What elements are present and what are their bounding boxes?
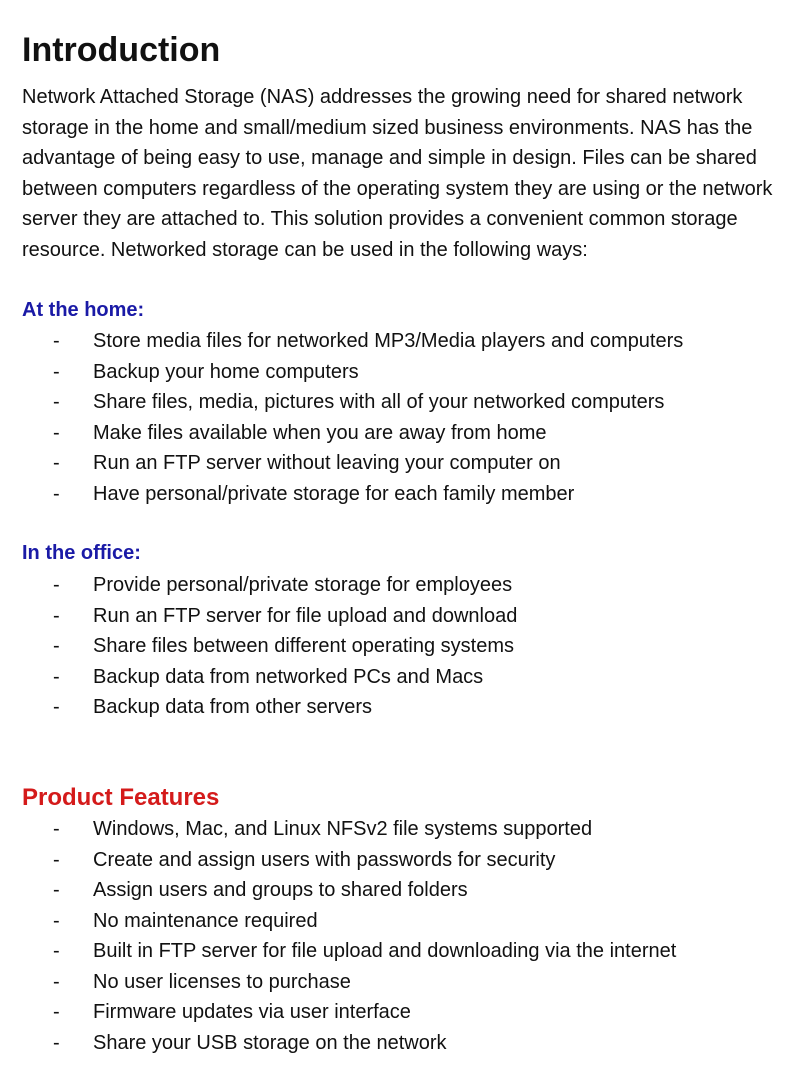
list-item-text: Share your USB storage on the network — [93, 1031, 447, 1054]
list-item-text: No maintenance required — [93, 909, 318, 932]
intro-paragraph — [22, 82, 797, 266]
list-item-text: No user licenses to purchase — [93, 970, 351, 993]
list-item-text: Store media files for networked MP3/Media players and computers — [93, 330, 684, 352]
dash-marker: - — [53, 421, 60, 444]
intro-line: advantage of being easy to use, manage and simple in design. Files can be shared — [22, 147, 757, 170]
dash-marker: - — [53, 696, 60, 718]
list-item-text: Share files, media, pictures with all of your networked computers — [93, 391, 665, 413]
dash-marker: - — [53, 1001, 60, 1023]
list-item-text: Have personal/private storage for each family member — [93, 482, 575, 505]
page-title: Introduction — [22, 31, 221, 69]
list-item-text: Backup your home computers — [93, 360, 359, 383]
intro-line: server they are attached to. This solution provides a convenient common storage — [22, 208, 738, 231]
list-item-text: Provide personal/private storage for employees — [93, 574, 513, 596]
list-item-text: Backup data from other servers — [93, 696, 373, 718]
dash-marker: - — [53, 818, 60, 840]
dash-marker: - — [53, 330, 60, 352]
list-item-text: Firmware updates via user interface — [93, 1001, 411, 1023]
list-item-text: Windows, Mac, and Linux NFSv2 file systems supported — [93, 818, 593, 840]
features-heading: Product Features — [22, 784, 220, 811]
dash-marker: - — [53, 879, 60, 901]
list-item-text: Share files between different operating systems — [93, 635, 514, 657]
dash-marker: - — [53, 665, 60, 688]
dash-marker: - — [53, 635, 60, 657]
dash-marker: - — [53, 574, 60, 596]
dash-marker: - — [53, 940, 60, 962]
dash-marker: - — [53, 1031, 60, 1054]
list-item-text: Make files available when you are away from home — [93, 421, 547, 444]
intro-line: Network Attached Storage (NAS) addresses the growing need for shared network — [22, 86, 743, 108]
list-item-text: Built in FTP server for file upload and downloading via the internet — [93, 940, 677, 962]
dash-marker: - — [53, 452, 60, 474]
dash-marker: - — [53, 909, 60, 932]
list-item-text: Create and assign users with passwords for security — [93, 848, 556, 871]
dash-marker: - — [53, 848, 60, 871]
dash-marker: - — [53, 482, 60, 505]
home-heading: At the home: — [22, 299, 145, 321]
dash-marker: - — [53, 360, 60, 383]
list-item-text: Run an FTP server for file upload and download — [93, 604, 518, 627]
dash-marker: - — [53, 391, 60, 413]
list-item-text: Backup data from networked PCs and Macs — [93, 665, 484, 688]
office-heading: In the office: — [22, 542, 141, 564]
list-item-text: Run an FTP server without leaving your computer on — [93, 452, 561, 474]
intro-line: storage in the home and small/medium sized business environments. NAS has the — [22, 116, 753, 139]
dash-marker: - — [53, 970, 60, 993]
dash-marker: - — [53, 604, 60, 627]
intro-line: between computers regardless of the operating system they are using or the network — [22, 177, 773, 200]
list-item-text: Assign users and groups to shared folders — [93, 879, 468, 901]
intro-line: resource. Networked storage can be used in the following ways: — [22, 238, 588, 261]
